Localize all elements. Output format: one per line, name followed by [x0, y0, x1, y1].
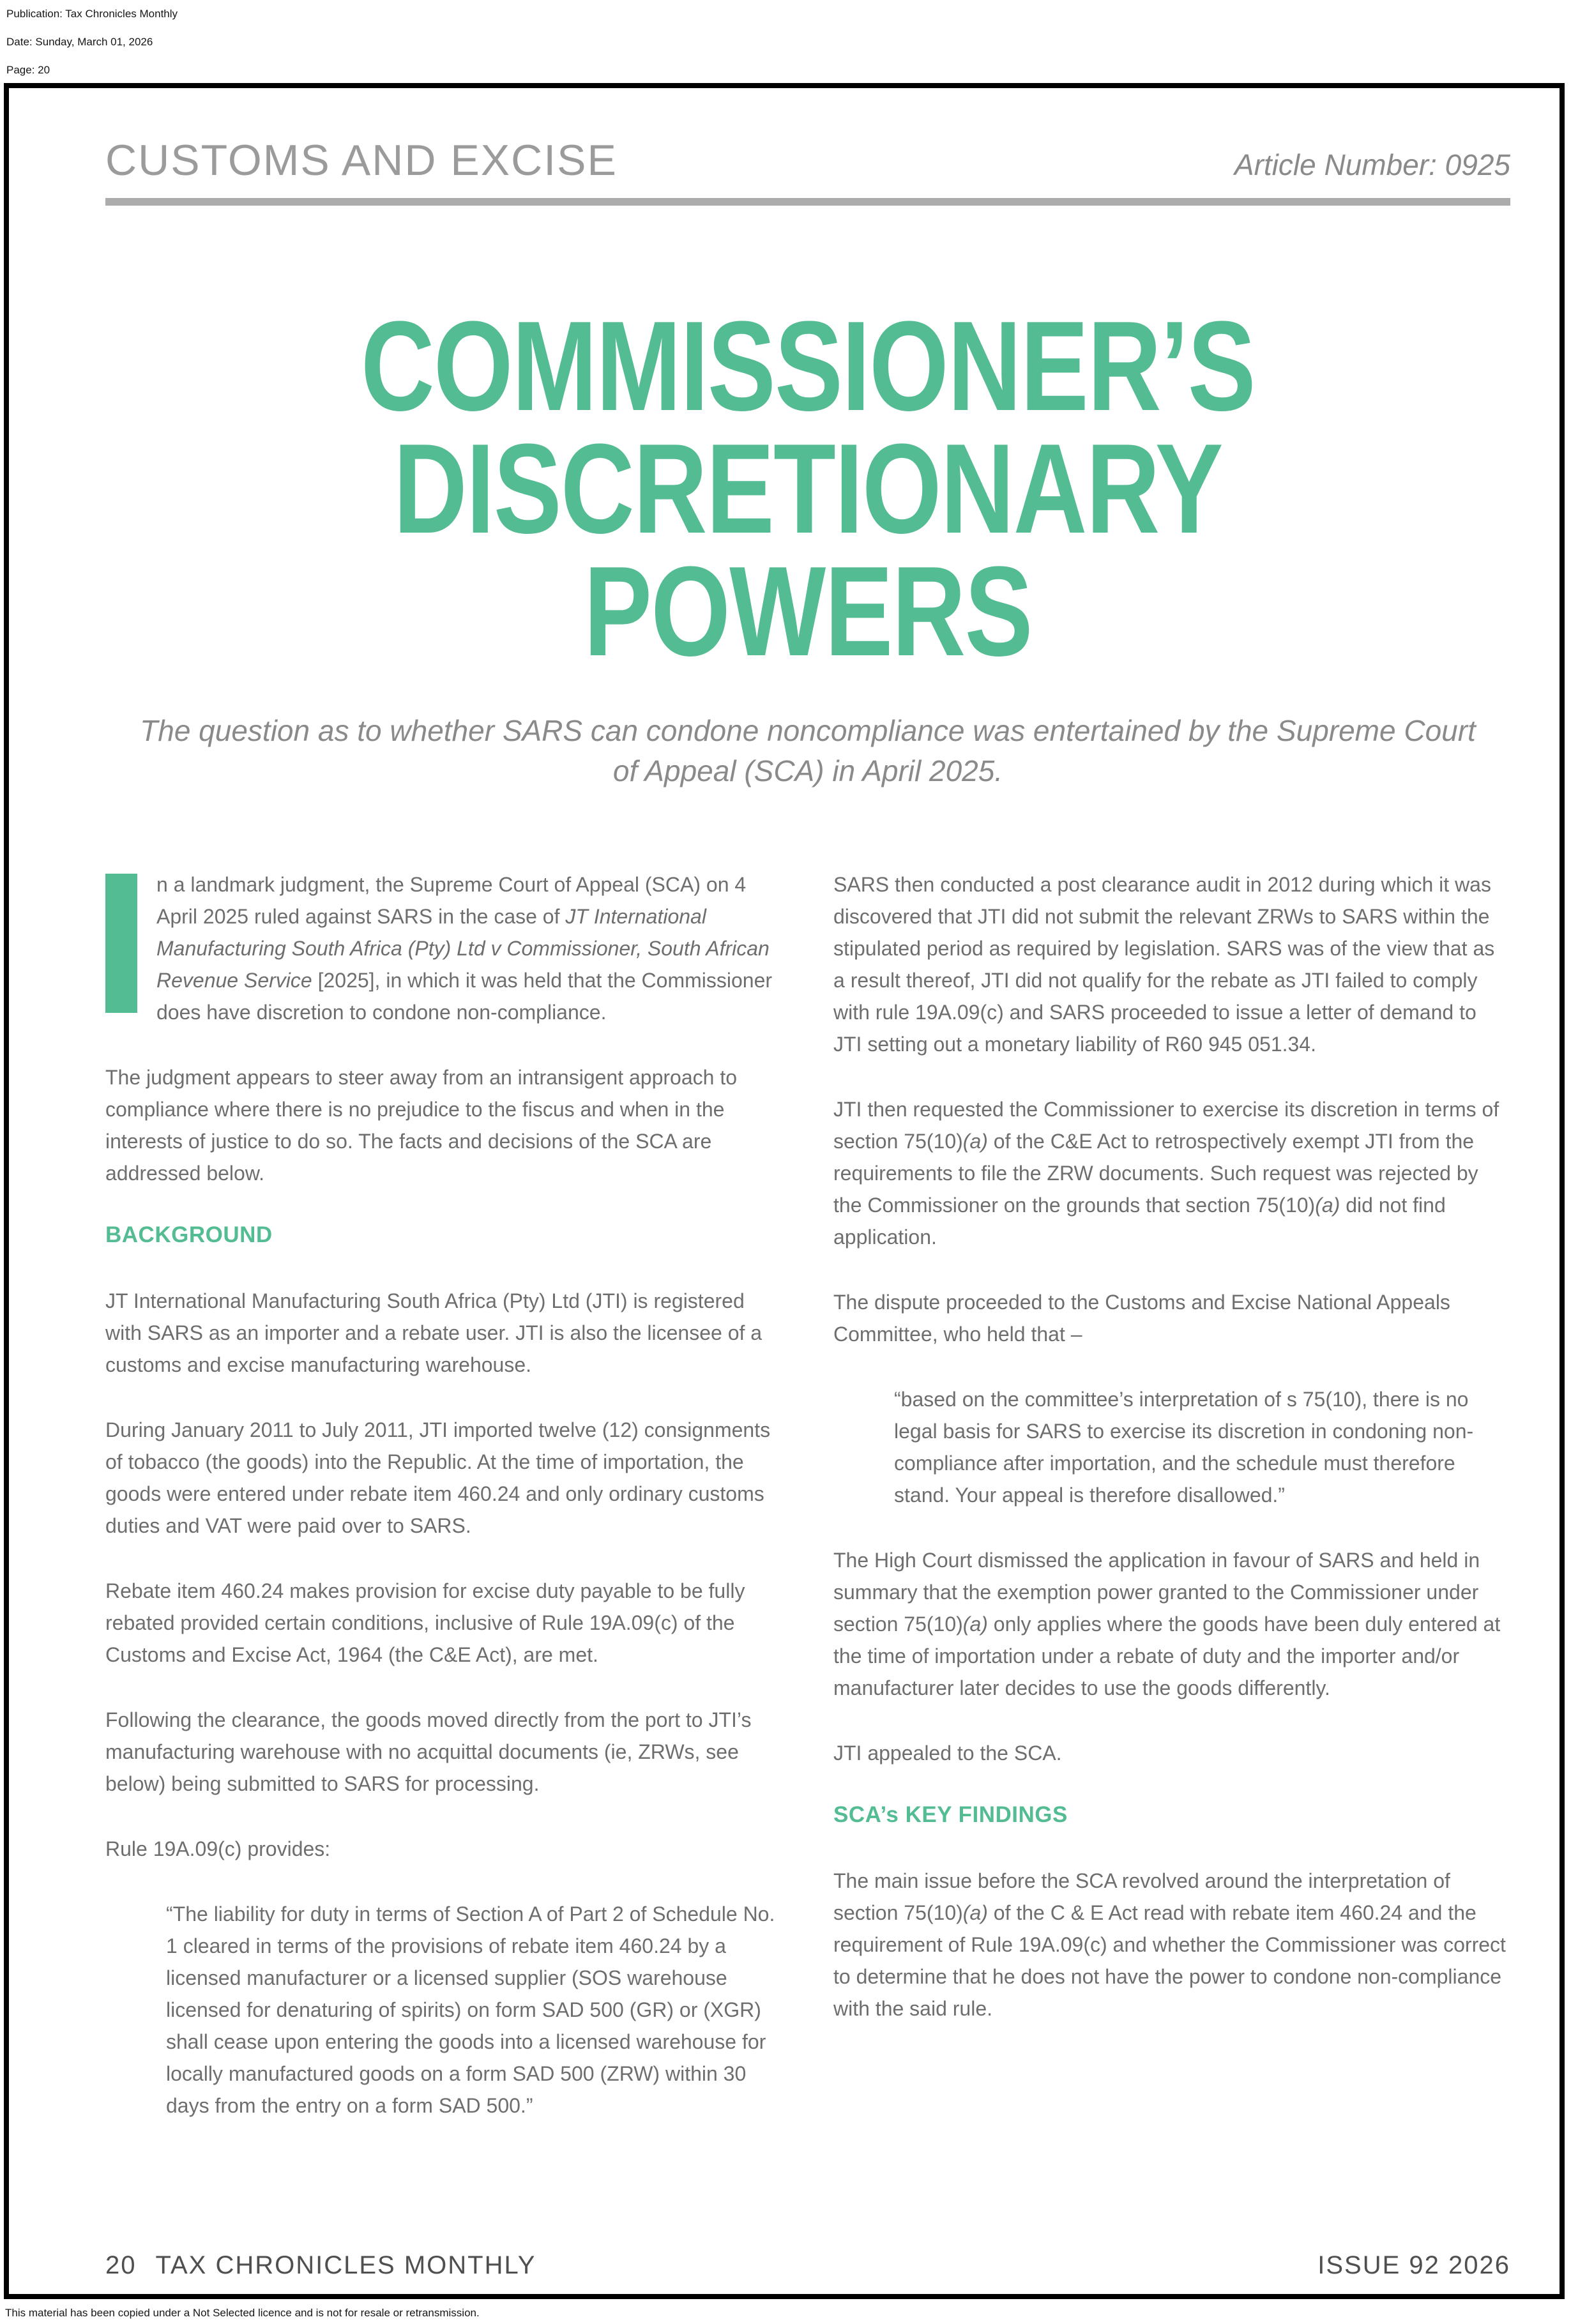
text-run: Rebate item 460.24 makes provision for excise duty payable to be fully rebated provided certain conditions, inclusive of Rule 19A.09(c) of the Customs and Excise Act, 1964 (the C&E Act), are met. [105, 1579, 745, 1666]
text-run: only applies where the goods have been duly entered at the time of importation under a rebate of duty and the importer and/or manufacturer later decides to use the goods differently. [833, 1613, 1501, 1699]
meta-page: Page: 20 [6, 64, 50, 76]
text-run: of the C & E Act read with rebate item 460.24 and the requirement of Rule 19A.09(c) and whether the Commissioner was correct to determine that he does not have the power to condone non-compliance with the said rule. [833, 1901, 1506, 2020]
page-content [105, 88, 1510, 2294]
section-heading: BACKGROUND [105, 1222, 273, 1247]
copyright-disclaimer: This material has been copied under a Not Selected licence and is not for resale or retransmission. [5, 2307, 480, 2319]
text-run: The main issue before the SCA revolved around the interpretation of section 75(10) [833, 1869, 1450, 1924]
print-metadata [6, 8, 178, 92]
italic-text-run: (a) [962, 1613, 988, 1636]
meta-publication: Publication: Tax Chronicles Monthly [6, 8, 178, 20]
paragraph [105, 1285, 782, 1381]
paragraph [105, 1575, 782, 1671]
dropcap-i-bar [105, 874, 137, 1013]
paragraph [833, 1865, 1510, 2024]
text-run: The dispute proceeded to the Customs and Excise National Appeals Committee, who held that – [833, 1291, 1450, 1346]
paragraph [833, 1093, 1510, 1253]
text-run: SARS then conducted a post clearance audit in 2012 during which it was discovered that JTI did not submit the relevant ZRWs to SARS within the stipulated period as required by legislation. SARS was of the view that as a result thereof, JTI did not qualify for the rebate as JTI failed to comply with rule 19A.09(c) and SARS proceeded to issue a letter of demand to JTI setting out a monetary liability of R60 945 051.34. [833, 873, 1495, 1056]
footer-publication-name: TAX CHRONICLES MONTHLY [155, 2251, 536, 2279]
header-divider [105, 198, 1510, 206]
paragraph [833, 1286, 1510, 1350]
text-run: did not find application. [833, 1194, 1446, 1249]
italic-text-run: (a) [1315, 1194, 1340, 1217]
page-header [105, 135, 1510, 185]
paragraph [105, 1061, 782, 1189]
text-run: “The liability for duty in terms of Section A of Part 2 of Schedule No. 1 cleared in terms of the provisions of rebate item 460.24 by a licensed manufacturer or a licensed supplier (SOS warehouse licensed for denaturing of spirits) on form SAD 500 (GR) or (XGR) shall cease upon entering the goods into a licensed warehouse for locally manufactured goods on a form SAD 500 (ZRW) within 30 days from the entry on a form SAD 500.” [166, 1902, 775, 2117]
page-frame [4, 83, 1565, 2299]
article-column-right [833, 869, 1510, 2155]
footer-left [105, 2251, 536, 2280]
text-run: During January 2011 to July 2011, JTI imported twelve (12) consignments of tobacco (the goods) into the Republic. At the time of importation, the goods were entered under rebate item 460.24 and only ordinary customs duties and VAT were paid over to SARS. [105, 1418, 771, 1537]
text-run: n a landmark judgment, the Supreme Court of Appeal (SCA) on 4 April 2025 ruled against SARS in the case of [156, 873, 747, 928]
paragraph [833, 1544, 1510, 1704]
footer-issue: ISSUE 92 2026 [1317, 2251, 1510, 2279]
paragraph [105, 1833, 782, 1865]
headline-line-1: COMMISSIONER’S [361, 295, 1255, 437]
section-title: CUSTOMS AND EXCISE [105, 136, 618, 185]
text-run: JTI appealed to the SCA. [833, 1742, 1062, 1765]
italic-text-run: JT International Manufacturing South Africa (Pty) Ltd v Commissioner, South African Revenue Service [156, 905, 770, 992]
meta-date: Date: Sunday, March 01, 2026 [6, 36, 153, 48]
headline-line-2: DISCRETIONARY [393, 418, 1222, 560]
text-run: JTI then requested the Commissioner to exercise its discretion in terms of section 75(10) [833, 1098, 1499, 1153]
italic-text-run: (a) [962, 1901, 988, 1924]
section-heading: SCA’s KEY FINDINGS [833, 1802, 1068, 1827]
text-run: The High Court dismissed the application in favour of SARS and held in summary that the exemption power granted to the Commissioner under section 75(10) [833, 1549, 1480, 1636]
italic-text-run: (a) [962, 1130, 988, 1153]
article-body [105, 869, 1510, 2155]
page-footer [105, 2251, 1510, 2280]
headline-line-3: POWERS [584, 540, 1032, 683]
paragraph [833, 869, 1510, 1060]
lead-paragraph [105, 869, 782, 1028]
text-run: [2025], in which it was held that the Commissioner does have discretion to condone non-compliance. [156, 969, 773, 1024]
quote-paragraph [105, 1898, 782, 2122]
text-run: Following the clearance, the goods moved directly from the port to JTI’s manufacturing warehouse with no acquittal documents (ie, ZRWs, see below) being submitted to SARS for processing. [105, 1708, 752, 1795]
article-subtitle: The question as to whether SARS can condone noncompliance was entertained by the Supreme Court of Appeal (SCA) in April 2025. [140, 714, 1476, 787]
text-run: “based on the committee’s interpretation of s 75(10), there is no legal basis for SARS to exercise its discretion in condoning non-compliance after importation, and the schedule must therefore stand. Your appeal is therefore disallowed.” [894, 1388, 1474, 1507]
article-column-left [105, 869, 782, 2155]
paragraph [105, 1414, 782, 1542]
paragraph [105, 1704, 782, 1800]
footer-page-number: 20 [105, 2251, 137, 2279]
quote-paragraph [833, 1383, 1510, 1511]
paragraph [833, 1737, 1510, 1769]
text-run: of the C&E Act to retrospectively exempt JTI from the requirements to file the ZRW documents. Such request was rejected by the Commissioner on the grounds that section 75(10) [833, 1130, 1478, 1217]
article-number: Article Number: 0925 [1234, 148, 1510, 181]
article-headline [246, 295, 1370, 683]
text-run: The judgment appears to steer away from an intransigent approach to compliance where there is no prejudice to the fiscus and when in the interests of justice to do so. The facts and decisions of the SCA are addressed below. [105, 1066, 738, 1185]
text-run: Rule 19A.09(c) provides: [105, 1837, 331, 1860]
text-run: JT International Manufacturing South Africa (Pty) Ltd (JTI) is registered with SARS as an importer and a rebate user. JTI is also the licensee of a customs and excise manufacturing warehouse. [105, 1289, 763, 1376]
